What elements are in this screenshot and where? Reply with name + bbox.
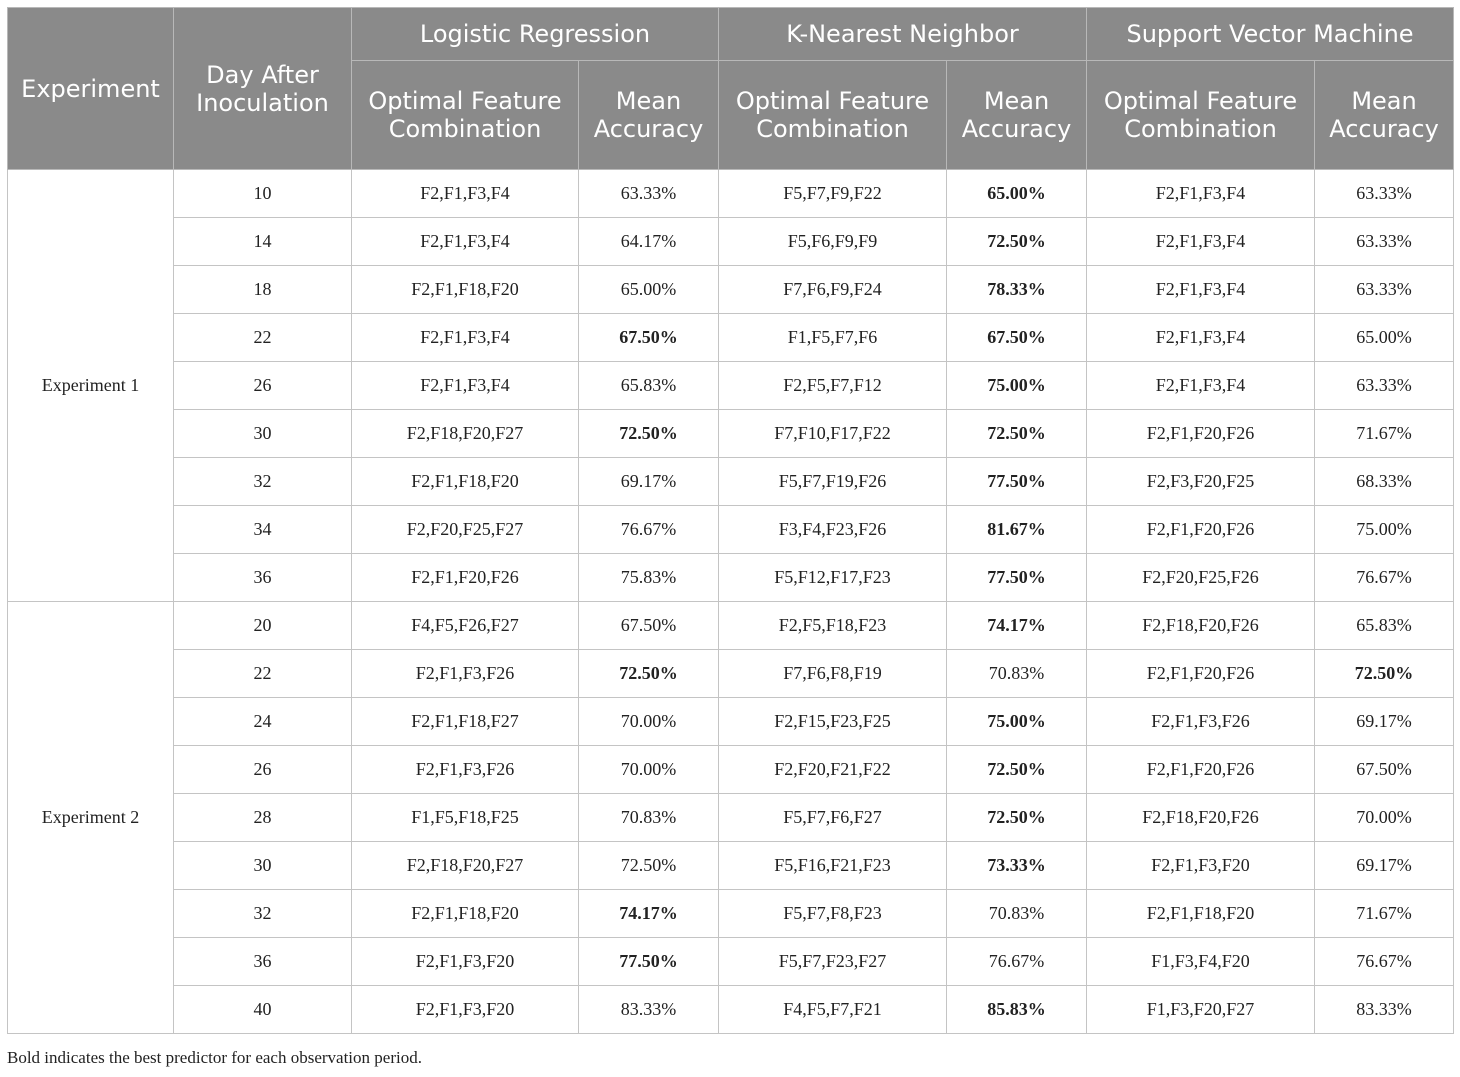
svm-accuracy-cell: 75.00%	[1315, 506, 1454, 554]
lr-accuracy-cell: 74.17%	[579, 890, 719, 938]
lr-feature-cell: F2,F1,F3,F26	[352, 746, 579, 794]
lr-accuracy-cell: 77.50%	[579, 938, 719, 986]
svm-feature-cell: F2,F1,F3,F26	[1087, 698, 1315, 746]
header-knn-features: Optimal Feature Combination	[719, 61, 947, 170]
svm-feature-cell: F2,F18,F20,F26	[1087, 602, 1315, 650]
svm-accuracy-cell: 65.00%	[1315, 314, 1454, 362]
lr-feature-cell: F2,F1,F18,F20	[352, 890, 579, 938]
day-cell: 24	[174, 698, 352, 746]
svm-accuracy-cell: 63.33%	[1315, 218, 1454, 266]
lr-accuracy-cell: 76.67%	[579, 506, 719, 554]
table-row	[8, 314, 1454, 362]
table-row	[8, 794, 1454, 842]
knn-accuracy-cell: 73.33%	[947, 842, 1087, 890]
header-logistic-regression: Logistic Regression	[352, 8, 719, 61]
lr-feature-cell: F2,F1,F3,F4	[352, 362, 579, 410]
header-support-vector-machine: Support Vector Machine	[1087, 8, 1454, 61]
day-cell: 22	[174, 650, 352, 698]
day-cell: 30	[174, 842, 352, 890]
table-row	[8, 842, 1454, 890]
knn-feature-cell: F2,F20,F21,F22	[719, 746, 947, 794]
svm-feature-cell: F2,F1,F20,F26	[1087, 506, 1315, 554]
lr-accuracy-cell: 70.83%	[579, 794, 719, 842]
svm-accuracy-cell: 83.33%	[1315, 986, 1454, 1034]
knn-accuracy-cell: 77.50%	[947, 554, 1087, 602]
lr-accuracy-cell: 72.50%	[579, 842, 719, 890]
header-experiment: Experiment	[8, 8, 174, 170]
lr-feature-cell: F2,F1,F3,F20	[352, 986, 579, 1034]
knn-accuracy-cell: 67.50%	[947, 314, 1087, 362]
experiment-label: Experiment 2	[8, 602, 174, 1034]
svm-accuracy-cell: 68.33%	[1315, 458, 1454, 506]
header-lr-features: Optimal Feature Combination	[352, 61, 579, 170]
svm-accuracy-cell: 69.17%	[1315, 842, 1454, 890]
lr-accuracy-cell: 67.50%	[579, 602, 719, 650]
knn-feature-cell: F5,F7,F6,F27	[719, 794, 947, 842]
knn-accuracy-cell: 70.83%	[947, 890, 1087, 938]
svm-accuracy-cell: 76.67%	[1315, 554, 1454, 602]
knn-accuracy-cell: 75.00%	[947, 698, 1087, 746]
svm-feature-cell: F2,F1,F3,F4	[1087, 170, 1315, 218]
table-row	[8, 986, 1454, 1034]
lr-accuracy-cell: 75.83%	[579, 554, 719, 602]
lr-accuracy-cell: 70.00%	[579, 746, 719, 794]
table-row	[8, 218, 1454, 266]
day-cell: 32	[174, 890, 352, 938]
lr-accuracy-cell: 67.50%	[579, 314, 719, 362]
day-cell: 36	[174, 938, 352, 986]
table-row	[8, 938, 1454, 986]
lr-feature-cell: F2,F1,F18,F27	[352, 698, 579, 746]
day-cell: 36	[174, 554, 352, 602]
table-row	[8, 266, 1454, 314]
knn-feature-cell: F5,F7,F23,F27	[719, 938, 947, 986]
knn-feature-cell: F5,F12,F17,F23	[719, 554, 947, 602]
svm-accuracy-cell: 67.50%	[1315, 746, 1454, 794]
lr-feature-cell: F2,F1,F18,F20	[352, 458, 579, 506]
svm-feature-cell: F2,F1,F3,F4	[1087, 314, 1315, 362]
knn-feature-cell: F5,F7,F9,F22	[719, 170, 947, 218]
lr-accuracy-cell: 63.33%	[579, 170, 719, 218]
knn-accuracy-cell: 65.00%	[947, 170, 1087, 218]
header-knn-accuracy: Mean Accuracy	[947, 61, 1087, 170]
knn-feature-cell: F3,F4,F23,F26	[719, 506, 947, 554]
svm-accuracy-cell: 72.50%	[1315, 650, 1454, 698]
svm-feature-cell: F2,F3,F20,F25	[1087, 458, 1315, 506]
lr-feature-cell: F2,F1,F3,F20	[352, 938, 579, 986]
svm-feature-cell: F2,F1,F3,F20	[1087, 842, 1315, 890]
lr-accuracy-cell: 65.00%	[579, 266, 719, 314]
header-k-nearest-neighbor: K-Nearest Neighbor	[719, 8, 1087, 61]
table-row	[8, 170, 1454, 218]
day-cell: 26	[174, 362, 352, 410]
table-row	[8, 650, 1454, 698]
lr-feature-cell: F2,F1,F3,F4	[352, 170, 579, 218]
header-svm-features: Optimal Feature Combination	[1087, 61, 1315, 170]
svm-feature-cell: F2,F1,F20,F26	[1087, 650, 1315, 698]
svm-accuracy-cell: 71.67%	[1315, 890, 1454, 938]
lr-feature-cell: F2,F20,F25,F27	[352, 506, 579, 554]
knn-accuracy-cell: 72.50%	[947, 746, 1087, 794]
lr-accuracy-cell: 64.17%	[579, 218, 719, 266]
svm-accuracy-cell: 76.67%	[1315, 938, 1454, 986]
lr-feature-cell: F2,F18,F20,F27	[352, 410, 579, 458]
svm-feature-cell: F2,F1,F3,F4	[1087, 218, 1315, 266]
knn-feature-cell: F2,F5,F7,F12	[719, 362, 947, 410]
knn-accuracy-cell: 76.67%	[947, 938, 1087, 986]
day-cell: 18	[174, 266, 352, 314]
day-cell: 26	[174, 746, 352, 794]
day-cell: 40	[174, 986, 352, 1034]
table-row	[8, 602, 1454, 650]
knn-feature-cell: F2,F5,F18,F23	[719, 602, 947, 650]
knn-feature-cell: F1,F5,F7,F6	[719, 314, 947, 362]
svm-feature-cell: F2,F1,F20,F26	[1087, 410, 1315, 458]
lr-feature-cell: F2,F1,F3,F4	[352, 314, 579, 362]
knn-feature-cell: F5,F7,F19,F26	[719, 458, 947, 506]
knn-accuracy-cell: 72.50%	[947, 794, 1087, 842]
table-row	[8, 410, 1454, 458]
svm-feature-cell: F2,F1,F18,F20	[1087, 890, 1315, 938]
day-cell: 20	[174, 602, 352, 650]
knn-feature-cell: F5,F6,F9,F9	[719, 218, 947, 266]
table-footnote: Bold indicates the best predictor for each observation period.	[7, 1048, 422, 1067]
svm-feature-cell: F1,F3,F4,F20	[1087, 938, 1315, 986]
lr-accuracy-cell: 70.00%	[579, 698, 719, 746]
lr-feature-cell: F2,F1,F3,F4	[352, 218, 579, 266]
day-cell: 14	[174, 218, 352, 266]
table-row	[8, 554, 1454, 602]
knn-accuracy-cell: 77.50%	[947, 458, 1087, 506]
knn-accuracy-cell: 74.17%	[947, 602, 1087, 650]
knn-feature-cell: F2,F15,F23,F25	[719, 698, 947, 746]
knn-feature-cell: F5,F16,F21,F23	[719, 842, 947, 890]
svm-feature-cell: F2,F1,F3,F4	[1087, 362, 1315, 410]
table-row	[8, 890, 1454, 938]
lr-accuracy-cell: 65.83%	[579, 362, 719, 410]
lr-accuracy-cell: 83.33%	[579, 986, 719, 1034]
svm-feature-cell: F2,F1,F3,F4	[1087, 266, 1315, 314]
lr-feature-cell: F1,F5,F18,F25	[352, 794, 579, 842]
header-svm-accuracy: Mean Accuracy	[1315, 61, 1454, 170]
lr-accuracy-cell: 72.50%	[579, 410, 719, 458]
table-row	[8, 362, 1454, 410]
header-lr-accuracy: Mean Accuracy	[579, 61, 719, 170]
svm-accuracy-cell: 70.00%	[1315, 794, 1454, 842]
day-cell: 10	[174, 170, 352, 218]
lr-feature-cell: F4,F5,F26,F27	[352, 602, 579, 650]
svm-feature-cell: F2,F18,F20,F26	[1087, 794, 1315, 842]
experiment-label: Experiment 1	[8, 170, 174, 602]
svm-feature-cell: F1,F3,F20,F27	[1087, 986, 1315, 1034]
knn-feature-cell: F7,F6,F8,F19	[719, 650, 947, 698]
day-cell: 30	[174, 410, 352, 458]
svm-accuracy-cell: 71.67%	[1315, 410, 1454, 458]
knn-accuracy-cell: 81.67%	[947, 506, 1087, 554]
svm-accuracy-cell: 63.33%	[1315, 170, 1454, 218]
svm-feature-cell: F2,F1,F20,F26	[1087, 746, 1315, 794]
knn-accuracy-cell: 72.50%	[947, 218, 1087, 266]
table-row	[8, 506, 1454, 554]
svm-accuracy-cell: 63.33%	[1315, 362, 1454, 410]
day-cell: 22	[174, 314, 352, 362]
table-row	[8, 746, 1454, 794]
day-cell: 34	[174, 506, 352, 554]
knn-accuracy-cell: 85.83%	[947, 986, 1087, 1034]
lr-feature-cell: F2,F1,F18,F20	[352, 266, 579, 314]
knn-feature-cell: F7,F6,F9,F24	[719, 266, 947, 314]
header-day-after-inoculation: Day After Inoculation	[174, 8, 352, 170]
table-row	[8, 458, 1454, 506]
knn-feature-cell: F5,F7,F8,F23	[719, 890, 947, 938]
knn-accuracy-cell: 72.50%	[947, 410, 1087, 458]
svm-feature-cell: F2,F20,F25,F26	[1087, 554, 1315, 602]
svm-accuracy-cell: 65.83%	[1315, 602, 1454, 650]
results-table	[7, 7, 1454, 1034]
day-cell: 28	[174, 794, 352, 842]
lr-feature-cell: F2,F18,F20,F27	[352, 842, 579, 890]
table-body	[8, 170, 1454, 1034]
knn-feature-cell: F4,F5,F7,F21	[719, 986, 947, 1034]
knn-accuracy-cell: 70.83%	[947, 650, 1087, 698]
svm-accuracy-cell: 63.33%	[1315, 266, 1454, 314]
knn-accuracy-cell: 78.33%	[947, 266, 1087, 314]
svm-accuracy-cell: 69.17%	[1315, 698, 1454, 746]
day-cell: 32	[174, 458, 352, 506]
lr-feature-cell: F2,F1,F20,F26	[352, 554, 579, 602]
lr-accuracy-cell: 72.50%	[579, 650, 719, 698]
knn-feature-cell: F7,F10,F17,F22	[719, 410, 947, 458]
knn-accuracy-cell: 75.00%	[947, 362, 1087, 410]
lr-accuracy-cell: 69.17%	[579, 458, 719, 506]
table-header	[8, 8, 1454, 170]
table-row	[8, 698, 1454, 746]
lr-feature-cell: F2,F1,F3,F26	[352, 650, 579, 698]
